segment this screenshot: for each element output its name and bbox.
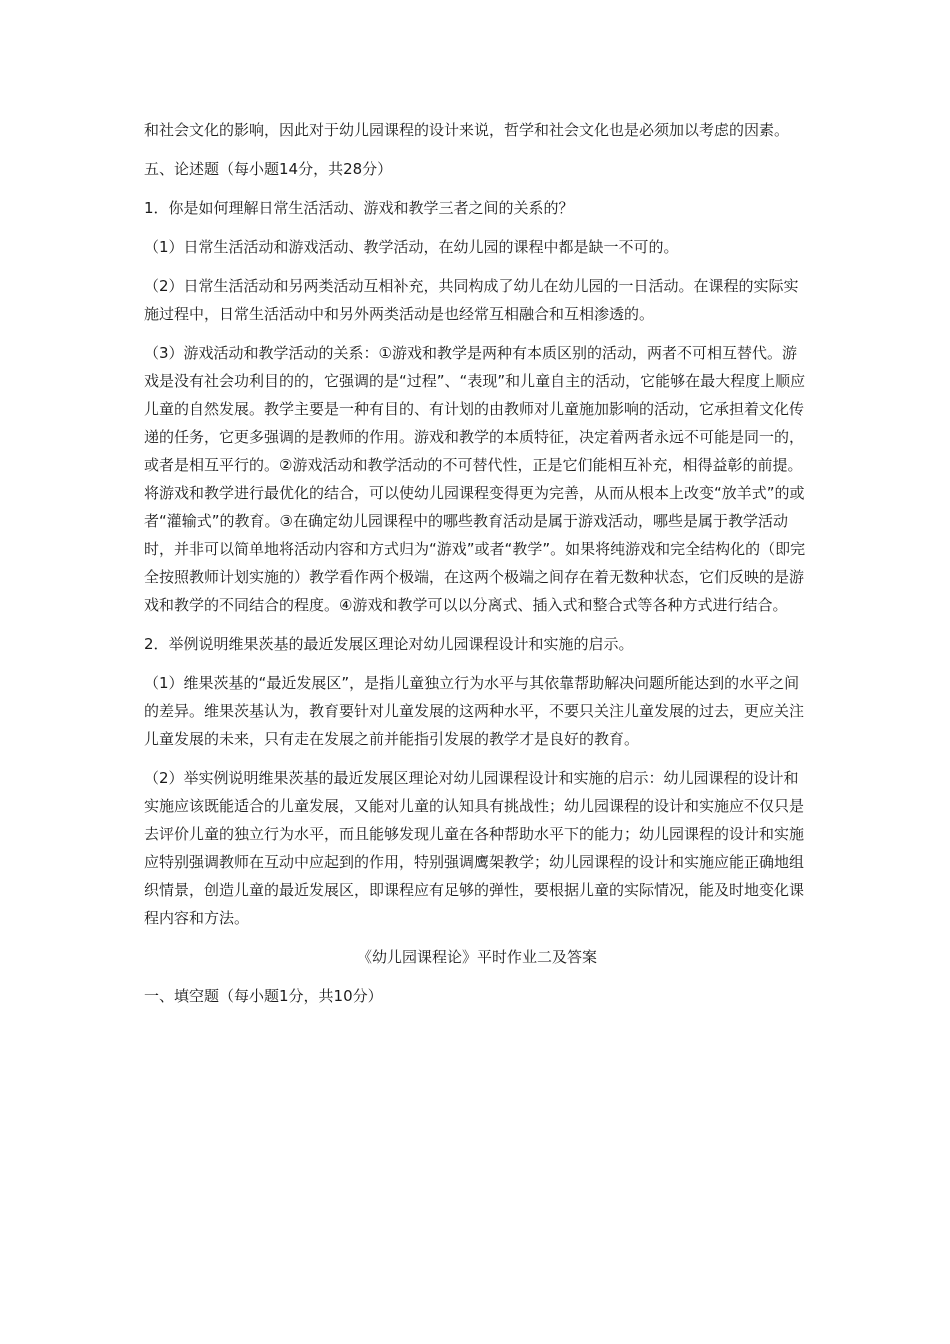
answer-2-part-2: （2）举实例说明维果茨基的最近发展区理论对幼儿园课程设计和实施的启示：幼儿园课程的设计和实施应该既能适合的儿童发展，又能对儿童的认知具有挑战性；幼儿园课程的设计和实施应不仅只是去评价儿童的独立行为水平，而且能够发现儿童在各种帮助水平下的能力；幼儿园课程的设计和实施应特别强调教师在互动中应起到的作用，特别强调鹰架教学；幼儿园课程的设计和实施应能正确地组织情景，创造儿童的最近发展区，即课程应有足够的弹性，要根据儿童的实际情况，能及时地变化课程内容和方法。 (144, 769, 805, 927)
section-heading-fill-in: 一、填空题（每小题1分，共10分） (144, 987, 383, 1005)
document-subtitle: 《幼儿园课程论》平时作业二及答案 (356, 948, 597, 966)
paragraph-continuation: 和社会文化的影响，因此对于幼儿园课程的设计来说，哲学和社会文化也是必须加以考虑的因素。 (144, 121, 790, 139)
section-heading-essay: 五、论述题（每小题14分，共28分） (144, 160, 393, 178)
answer-1-part-2: （2）日常生活活动和另两类活动互相补充，共同构成了幼儿在幼儿园的一日活动。在课程的实际实施过程中，日常生活活动中和另外两类活动是也经常互相融合和互相渗透的。 (144, 277, 799, 323)
answer-1-part-1: （1）日常生活活动和游戏活动、教学活动，在幼儿园的课程中都是缺一不可的。 (144, 238, 679, 256)
question-2: 2．举例说明维果茨基的最近发展区理论对幼儿园课程设计和实施的启示。 (144, 635, 634, 653)
document-page (144, 116, 810, 1021)
question-1: 1．你是如何理解日常生活活动、游戏和教学三者之间的关系的？ (144, 199, 574, 217)
answer-1-part-3: （3）游戏活动和教学活动的关系：①游戏和教学是两种有本质区别的活动，两者不可相互替代。游戏是没有社会功利目的的，它强调的是“过程”、“表现”和儿童自主的活动，它能够在最大程度上顺应儿童的自然发展。教学主要是一种有目的、有计划的由教师对儿童施加影响的活动，它承担着文化传递的任务，它更多强调的是教师的作用。游戏和教学的本质特征，决定着两者永远不可能是同一的，或者是相互平行的。②游戏活动和教学活动的不可替代性，正是它们能相互补充，相得益彰的前提。将游戏和教学进行最优化的结合，可以使幼儿园课程变得更为完善，从而从根本上改变“放羊式”的或者“灌输式”的教育。③在确定幼儿园课程中的哪些教育活动是属于游戏活动，哪些是属于教学活动时，并非可以简单地将活动内容和方式归为“游戏”或者“教学”。如果将纯游戏和完全结构化的（即完全按照教师计划实施的）教学看作两个极端，在这两个极端之间存在着无数种状态，它们反映的是游戏和教学的不同结合的程度。④游戏和教学可以以分离式、插入式和整合式等各种方式进行结合。 (144, 344, 806, 614)
answer-2-part-1: （1）维果茨基的“最近发展区”，是指儿童独立行为水平与其依靠帮助解决问题所能达到的水平之间的差异。维果茨基认为，教育要针对儿童发展的这两种水平，不要只关注儿童发展的过去，更应关注儿童发展的未来，只有走在发展之前并能指引发展的教学才是良好的教育。 (144, 674, 805, 748)
